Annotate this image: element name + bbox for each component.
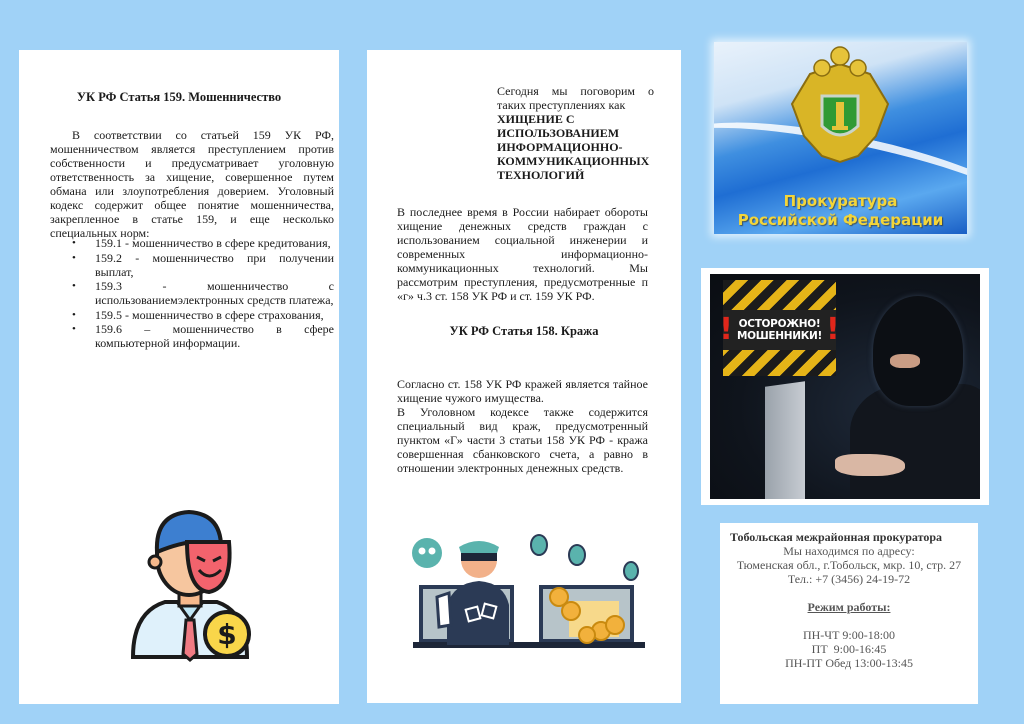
svg-text:$: $ [217, 618, 237, 651]
double-headed-eagle-emblem-icon [790, 44, 890, 194]
list-item: • 159.2 - мошенничество при получении выплат, [72, 250, 334, 279]
lead-plain: Сегодня мы поговорим о таких преступлениях как [497, 84, 654, 112]
list-item: • 159.5 - мошенничество в сфере страхования, [72, 307, 324, 322]
lead-caps: ХИЩЕНИЕ С ИСПОЛЬЗОВАНИЕМ ИНФОРМАЦИОННО-КОММУНИКАЦИОННЫХ ТЕХНОЛОГИЙ [497, 112, 650, 182]
address: Тюменская обл., г.Тобольск, мкр. 10, стр. 27 [736, 558, 962, 572]
address-label: Мы находимся по адресу: [783, 544, 915, 558]
article-159-title: УК РФ Статья 159. Мошенничество [76, 90, 282, 104]
phone: Тел.: +7 (3456) 24-19-72 [787, 572, 911, 586]
warning-line-1: ОСТОРОЖНО! [738, 318, 821, 330]
working-hours: ПН-ЧТ 9:00-18:00 ПТ 9:00-16:45 ПН-ПТ Обед 13:00-13:45 [785, 628, 913, 670]
article-159-intro: В соответствии со статьей 159 УК РФ, мошенничеством является преступлением против собственности и предусматривает уголовную ответственность за хищение, совершенное путем обмана или злоупотребления доверием. Уголовный кодекс содержит общее понятие мошенничества, закрепленное в статье 159, и еще несколько специальных норм: [50, 128, 334, 240]
list-item: • 159.6 – мошенничество в сфере компьютерной информации. [72, 322, 334, 350]
organization-name: Тобольская межрайонная прокуратора [730, 530, 942, 544]
warning-line-2: МОШЕННИКИ! [736, 330, 823, 342]
lead-text [497, 84, 654, 182]
scammer-photo-frame [701, 268, 989, 505]
warning-sign [719, 280, 840, 376]
article-158-text: Согласно ст. 158 УК РФ кражей является тайное хищение чужого имущества. В Уголовном кодексе также содержится специальный вид краж, предусмотренный пунктом «Г» части 3 статьи 158 УК РФ - кража совершенная сбанковского счета, а равно в отношении электронных денежных средств. [397, 377, 648, 475]
prosecutor-logo-card [714, 42, 967, 234]
bullet-icon: • [72, 323, 76, 335]
bullet-icon: • [72, 237, 76, 249]
bullet-icon: • [72, 280, 76, 292]
balaclava-head [873, 296, 963, 406]
working-hours-title: Режим работы: [807, 600, 891, 614]
panel-article-159 [19, 50, 339, 704]
contact-info-box [720, 523, 978, 704]
exclamation-icon: ! [719, 312, 733, 347]
logo-title: Прокуратура Российской Федерации [737, 192, 944, 229]
bullet-icon: • [72, 251, 76, 264]
hacker-photo [710, 274, 980, 499]
laptop-icon [765, 381, 805, 499]
list-item: • 159.3 - мошенничество с использованиемэлектронных средств платежа, [72, 279, 334, 307]
fraudster-with-mask-icon [125, 502, 255, 662]
exclamation-icon: ! [826, 312, 840, 347]
bullet-icon: • [72, 308, 76, 321]
intro-paragraph: В последнее время в России набирает обороты хищение денежных средств граждан с использованием социальной инженерии и современных информационно-коммуникационных технологий. Мы рассмотрим преступления, предусмотренные п «г» ч.3 ст. 158 УК РФ и ст. 159 УК РФ. [397, 205, 648, 303]
cyber-thief-laptops-icon [409, 505, 649, 655]
panel-article-158 [367, 50, 681, 703]
special-norms-list [50, 236, 334, 351]
list-item: • 159.1 - мошенничество в сфере кредитования, [72, 236, 331, 250]
article-158-title: УК РФ Статья 158. Кража [449, 324, 599, 338]
